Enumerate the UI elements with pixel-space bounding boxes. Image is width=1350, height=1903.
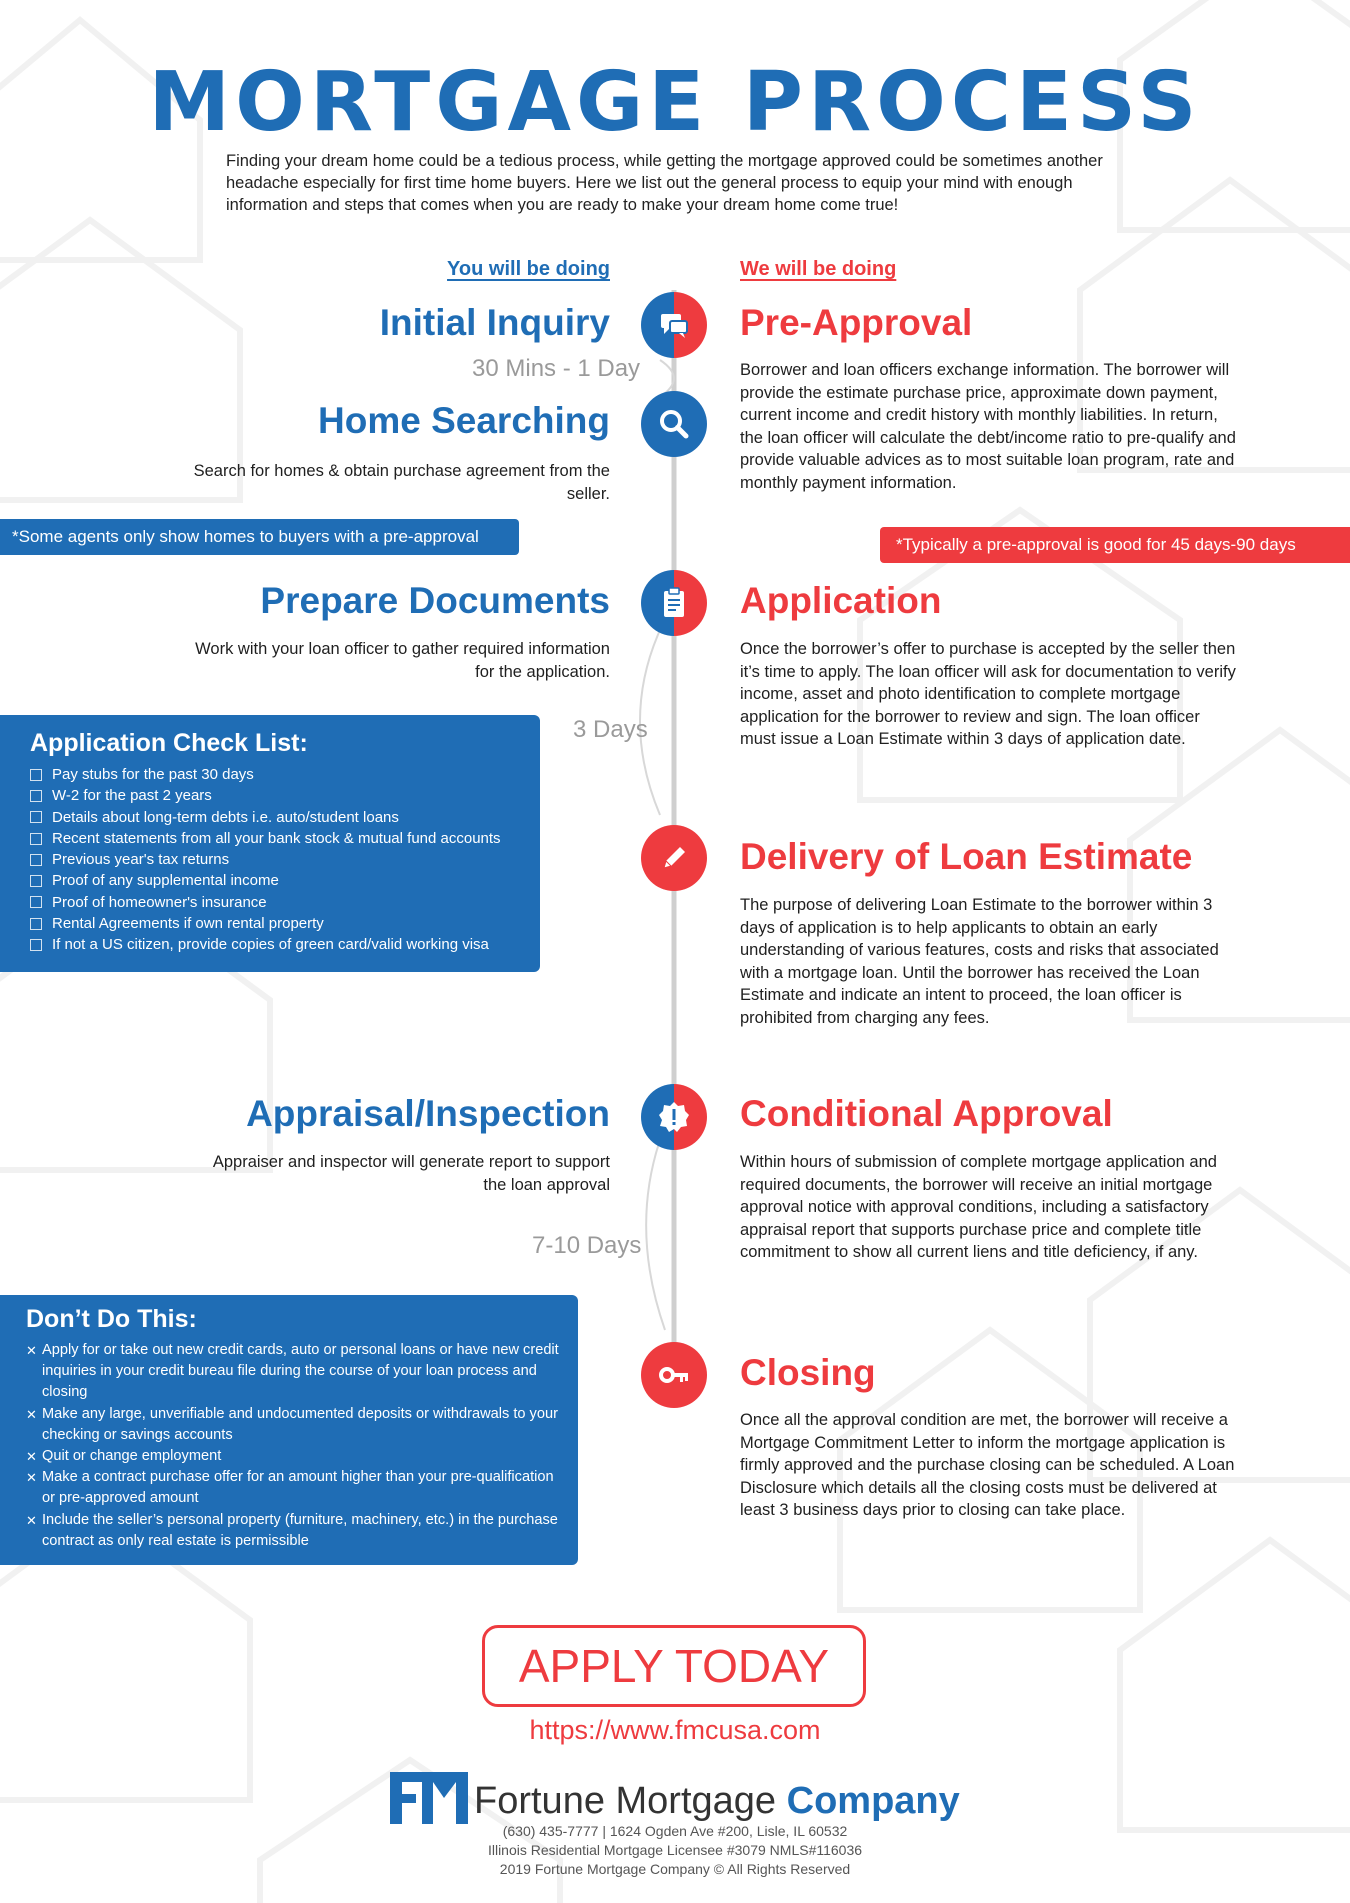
checkbox-icon (30, 875, 42, 887)
checkbox-icon (30, 790, 42, 802)
step-text-appraisal: Appraiser and inspector will generate report to support the loan approval (212, 1153, 610, 1194)
step-text-conditional-approval: Within hours of submission of complete mortgage application and required documents, the borrower will receive an initial mortgage approval notice with approval conditions, including a satisfactory appraisal report that supports purchase price and complete title commitment to show all current liens and title deficiency, if any. (740, 1153, 1217, 1261)
checkbox-icon (30, 918, 42, 930)
dont-item: ✕ Apply for or take out new credit cards, auto or personal loans or have new credit inquiries in your credit bureau file during the course of your loan process and closing (26, 1340, 564, 1404)
cross-icon: ✕ (26, 1343, 37, 1358)
checklist-item: Previous year's tax returns (30, 849, 540, 870)
website-link[interactable]: https://www.fmcusa.com (529, 1715, 821, 1745)
cross-icon: ✕ (26, 1449, 37, 1465)
step-title-home-searching: Home Searching (318, 400, 610, 441)
step-title-application: Application (740, 580, 942, 621)
duration-label: 7-10 Days (532, 1232, 642, 1259)
step-text-loan-estimate: The purpose of delivering Loan Estimate to the borrower within 3 days of application is to help applicants to obtain an early understanding of various features, costs and risks that associated with a mortgage loan. Until the borrower has received the Loan Estimate and indicate an intent to proceed, the loan officer is prohibited from charging any fees. (740, 896, 1219, 1027)
checkbox-icon (30, 939, 42, 951)
checklist-item: If not a US citizen, provide copies of green card/valid working visa (30, 934, 540, 955)
checklist-item: Proof of any supplemental income (30, 870, 540, 891)
duration-label: 30 Mins - 1 Day (472, 355, 641, 382)
checklist-title: Application Check List: (30, 729, 308, 757)
copyright: 2019 Fortune Mortgage Company © All Rights Reserved (499, 1861, 851, 1877)
cross-icon: ✕ (26, 1406, 37, 1422)
step-text-closing: Once all the approval condition are met, the borrower will receive a Mortgage Commitment Letter to inform the mortgage application is firmly approved and the purchase closing can be scheduled. A Loan Disclosure which details all the closing costs must be delivered at least 3 business days prior to closing can take place. (740, 1411, 1235, 1519)
checklist-item: W-2 for the past 2 years (30, 785, 540, 806)
cross-icon: ✕ (26, 1470, 37, 1486)
application-checklist (0, 715, 540, 972)
step-title-initial-inquiry: Initial Inquiry (379, 302, 610, 343)
pencil-icon (641, 825, 707, 891)
cross-icon: ✕ (26, 1512, 37, 1528)
dont-title: Don’t Do This: (26, 1305, 197, 1333)
step-text-pre-approval: Borrower and loan officers exchange information. The borrower will provide the estimate purchase price, approximate down payment, current income and credit history with monthly liabilities. In return, the loan officer will calculate the debt/income ratio to pre-qualify and provide valuable advices as to most suitable loan program, rate and monthly payment information. (740, 361, 1236, 492)
step-title-closing: Closing (740, 1352, 876, 1393)
search-icon (641, 391, 707, 457)
key-icon (641, 1342, 707, 1408)
dont-item: ✕ Make a contract purchase offer for an amount higher than your pre-qualification or pre-approved amount (26, 1467, 564, 1509)
you-column-heading: You will be doing (447, 258, 610, 280)
step-text-home-searching: Search for homes & obtain purchase agreement from the seller. (193, 462, 610, 503)
step-title-loan-estimate: Delivery of Loan Estimate (740, 836, 1193, 877)
checkbox-icon (30, 769, 42, 781)
checkbox-icon (30, 896, 42, 908)
alert-badge-icon (641, 1084, 707, 1150)
checklist-item: Details about long-term debts i.e. auto/student loans (30, 807, 540, 828)
page-title: MORTGAGE PROCESS (148, 55, 1202, 150)
checklist-item: Proof of homeowner's insurance (30, 892, 540, 913)
checkbox-icon (30, 854, 42, 866)
pre-approval-agent-note: *Some agents only show homes to buyers with a pre-approval (0, 519, 519, 555)
duration-label: 3 Days (573, 716, 648, 743)
intro-text: Finding your dream home could be a tedious process, while getting the mortgage approved could be sometimes another headache especially for first time home buyers. Here we list out the general process to equip your mind with enough information and steps that comes when you are ready to make your dream home come true! (226, 152, 1103, 214)
step-text-prepare-documents: Work with your loan officer to gather required information for the application. (195, 640, 610, 681)
checkbox-icon (30, 833, 42, 845)
company-name: Fortune Mortgage Company (474, 1780, 960, 1822)
dont-item: ✕ Include the seller’s personal property (furniture, machinery, etc.) in the purchase contract as only real estate is permissible (26, 1510, 564, 1552)
step-title-pre-approval: Pre-Approval (740, 302, 973, 343)
checklist-item: Rental Agreements if own rental property (30, 913, 540, 934)
dont-do-this-box (0, 1295, 578, 1565)
step-text-application: Once the borrower’s offer to purchase is accepted by the seller then it’s time to apply. The loan officer will ask for documentation to verify income, asset and photo identification to complete mortgage application for the borrower to review and sign. The loan officer must issue a Loan Estimate within 3 days of application date. (740, 640, 1236, 748)
we-column-heading: We will be doing (740, 258, 897, 280)
pre-approval-validity-note: *Typically a pre-approval is good for 45 days-90 days (880, 527, 1350, 563)
company-address: (630) 435-7777 | 1624 Ogden Ave #200, Lisle, IL 60532 (502, 1823, 848, 1839)
checklist-item: Recent statements from all your bank stock & mutual fund accounts (30, 828, 540, 849)
step-title-appraisal: Appraisal/Inspection (246, 1093, 610, 1134)
apply-today-button[interactable]: APPLY TODAY (482, 1625, 866, 1707)
company-logo (388, 1768, 470, 1826)
checklist-item: Pay stubs for the past 30 days (30, 764, 540, 785)
step-title-prepare-documents: Prepare Documents (260, 580, 610, 621)
step-title-conditional-approval: Conditional Approval (740, 1093, 1113, 1134)
license-info: Illinois Residential Mortgage Licensee #3079 NMLS#116036 (487, 1842, 863, 1858)
dont-item: ✕ Make any large, unverifiable and undocumented deposits or withdrawals to your checking or savings accounts (26, 1404, 564, 1446)
checkbox-icon (30, 811, 42, 823)
clipboard-icon (641, 570, 707, 636)
dont-item: ✕ Quit or change employment (26, 1446, 564, 1467)
chat-icon (641, 292, 707, 358)
